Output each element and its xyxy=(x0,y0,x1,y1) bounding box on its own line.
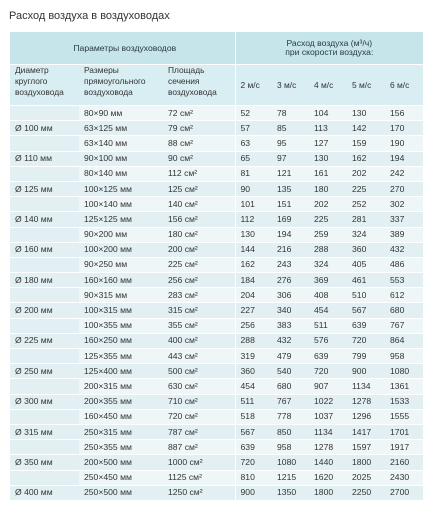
table-row xyxy=(10,470,423,485)
col-diameter-line1: Диаметр xyxy=(15,65,49,75)
cell-diameter: Ø 350 мм xyxy=(10,455,79,470)
table-row xyxy=(10,379,423,394)
cell-rect-size: 250×500 мм xyxy=(79,485,163,500)
cell-area: 443 см² xyxy=(163,349,235,364)
cell-flow-3ms: 479 xyxy=(272,349,309,364)
cell-rect-size: 200×355 мм xyxy=(79,394,163,409)
cell-diameter: Ø 100 мм xyxy=(10,121,79,136)
cell-flow-2ms: 57 xyxy=(235,121,272,136)
table-row xyxy=(10,227,423,242)
cell-flow-2ms: 63 xyxy=(235,136,272,151)
cell-area: 283 см² xyxy=(163,288,235,303)
cell-flow-6ms: 864 xyxy=(385,333,423,348)
table-row xyxy=(10,333,423,348)
col-header-speed-3: 3 м/с xyxy=(272,65,309,106)
cell-rect-size: 100×355 мм xyxy=(79,318,163,333)
cell-flow-3ms: 306 xyxy=(272,288,309,303)
cell-flow-2ms: 900 xyxy=(235,485,272,500)
cell-diameter xyxy=(10,409,79,424)
cell-flow-4ms: 324 xyxy=(309,257,347,272)
cell-flow-5ms: 639 xyxy=(347,318,385,333)
cell-diameter xyxy=(10,136,79,151)
cell-flow-4ms: 225 xyxy=(309,212,347,227)
cell-flow-3ms: 243 xyxy=(272,257,309,272)
table-row xyxy=(10,181,423,196)
table-row xyxy=(10,121,423,136)
cell-rect-size: 200×315 мм xyxy=(79,379,163,394)
cell-flow-5ms: 1597 xyxy=(347,440,385,455)
cell-rect-size: 90×250 мм xyxy=(79,257,163,272)
cell-diameter: Ø 110 мм xyxy=(10,151,79,166)
cell-rect-size: 100×200 мм xyxy=(79,242,163,257)
table-row xyxy=(10,349,423,364)
cell-diameter: Ø 400 мм xyxy=(10,485,79,500)
cell-rect-size: 63×140 мм xyxy=(79,136,163,151)
cell-flow-6ms: 958 xyxy=(385,349,423,364)
cell-flow-6ms: 302 xyxy=(385,197,423,212)
table-row xyxy=(10,151,423,166)
cell-flow-6ms: 1080 xyxy=(385,364,423,379)
cell-flow-6ms: 432 xyxy=(385,242,423,257)
cell-flow-3ms: 85 xyxy=(272,121,309,136)
table-row xyxy=(10,303,423,318)
cell-flow-6ms: 767 xyxy=(385,318,423,333)
cell-flow-3ms: 169 xyxy=(272,212,309,227)
table-row xyxy=(10,485,423,500)
col-rect-line3: воздуховода xyxy=(84,87,133,97)
cell-flow-5ms: 162 xyxy=(347,151,385,166)
cell-diameter xyxy=(10,227,79,242)
cell-flow-4ms: 180 xyxy=(309,181,347,196)
cell-diameter: Ø 200 мм xyxy=(10,303,79,318)
cell-flow-4ms: 161 xyxy=(309,166,347,181)
col-header-speed-6: 6 м/с xyxy=(385,65,423,106)
cell-flow-3ms: 135 xyxy=(272,181,309,196)
table-row xyxy=(10,197,423,212)
cell-flow-6ms: 486 xyxy=(385,257,423,272)
cell-area: 630 см² xyxy=(163,379,235,394)
cell-diameter: Ø 225 мм xyxy=(10,333,79,348)
cell-flow-2ms: 720 xyxy=(235,455,272,470)
cell-flow-5ms: 900 xyxy=(347,364,385,379)
col-diameter-line2: круглого xyxy=(15,76,48,86)
cell-flow-4ms: 1278 xyxy=(309,440,347,455)
cell-flow-4ms: 1620 xyxy=(309,470,347,485)
cell-area: 720 см² xyxy=(163,409,235,424)
cell-flow-3ms: 276 xyxy=(272,273,309,288)
cell-rect-size: 125×355 мм xyxy=(79,349,163,364)
cell-flow-4ms: 127 xyxy=(309,136,347,151)
cell-area: 400 см² xyxy=(163,333,235,348)
cell-flow-2ms: 144 xyxy=(235,242,272,257)
cell-rect-size: 90×200 мм xyxy=(79,227,163,242)
cell-flow-2ms: 518 xyxy=(235,409,272,424)
cell-flow-5ms: 360 xyxy=(347,242,385,257)
cell-flow-6ms: 1701 xyxy=(385,424,423,439)
cell-area: 710 см² xyxy=(163,394,235,409)
cell-diameter xyxy=(10,288,79,303)
cell-area: 887 см² xyxy=(163,440,235,455)
speed-group-line1: Расход воздуха (м³/ч) xyxy=(286,37,373,48)
cell-flow-3ms: 151 xyxy=(272,197,309,212)
table-row xyxy=(10,394,423,409)
table-row xyxy=(10,455,423,470)
cell-rect-size: 80×90 мм xyxy=(79,106,163,121)
cell-flow-3ms: 680 xyxy=(272,379,309,394)
cell-flow-4ms: 408 xyxy=(309,288,347,303)
cell-flow-2ms: 319 xyxy=(235,349,272,364)
col-header-speed-2: 2 м/с xyxy=(235,65,272,106)
cell-flow-4ms: 202 xyxy=(309,197,347,212)
cell-diameter xyxy=(10,379,79,394)
cell-flow-2ms: 639 xyxy=(235,440,272,455)
cell-flow-2ms: 454 xyxy=(235,379,272,394)
cell-flow-5ms: 159 xyxy=(347,136,385,151)
cell-area: 200 см² xyxy=(163,242,235,257)
cell-flow-2ms: 204 xyxy=(235,288,272,303)
cell-area: 787 см² xyxy=(163,424,235,439)
cell-flow-5ms: 130 xyxy=(347,106,385,121)
cell-area: 112 см² xyxy=(163,166,235,181)
table-row xyxy=(10,273,423,288)
table-row xyxy=(10,424,423,439)
cell-flow-3ms: 97 xyxy=(272,151,309,166)
cell-flow-5ms: 324 xyxy=(347,227,385,242)
page-title: Расход воздуха в воздуховодах xyxy=(9,10,170,22)
cell-flow-2ms: 65 xyxy=(235,151,272,166)
cell-area: 225 см² xyxy=(163,257,235,272)
col-area-line1: Площадь xyxy=(168,65,205,75)
cell-flow-3ms: 121 xyxy=(272,166,309,181)
cell-flow-6ms: 270 xyxy=(385,181,423,196)
cell-flow-5ms: 1296 xyxy=(347,409,385,424)
cell-flow-4ms: 1037 xyxy=(309,409,347,424)
cell-flow-6ms: 194 xyxy=(385,151,423,166)
cell-flow-3ms: 778 xyxy=(272,409,309,424)
cell-flow-6ms: 242 xyxy=(385,166,423,181)
cell-area: 315 см² xyxy=(163,303,235,318)
cell-flow-5ms: 567 xyxy=(347,303,385,318)
cell-area: 355 см² xyxy=(163,318,235,333)
cell-flow-6ms: 1555 xyxy=(385,409,423,424)
cell-flow-3ms: 1350 xyxy=(272,485,309,500)
col-header-area xyxy=(163,65,235,106)
cell-rect-size: 250×450 мм xyxy=(79,470,163,485)
cell-flow-4ms: 1800 xyxy=(309,485,347,500)
cell-flow-6ms: 680 xyxy=(385,303,423,318)
cell-flow-5ms: 720 xyxy=(347,333,385,348)
table-row xyxy=(10,409,423,424)
cell-flow-2ms: 184 xyxy=(235,273,272,288)
cell-diameter: Ø 315 мм xyxy=(10,424,79,439)
cell-flow-4ms: 1440 xyxy=(309,455,347,470)
cell-flow-2ms: 810 xyxy=(235,470,272,485)
cell-flow-5ms: 461 xyxy=(347,273,385,288)
cell-flow-5ms: 1800 xyxy=(347,455,385,470)
cell-area: 256 см² xyxy=(163,273,235,288)
cell-area: 90 см² xyxy=(163,151,235,166)
cell-flow-2ms: 81 xyxy=(235,166,272,181)
col-rect-line2: прямоугольного xyxy=(84,76,146,86)
cell-rect-size: 160×250 мм xyxy=(79,333,163,348)
cell-rect-size: 63×125 мм xyxy=(79,121,163,136)
cell-area: 72 см² xyxy=(163,106,235,121)
cell-flow-6ms: 156 xyxy=(385,106,423,121)
cell-flow-3ms: 958 xyxy=(272,440,309,455)
params-group-header: Параметры воздуховодов xyxy=(10,32,235,65)
speed-group-line2: при скорости воздуха: xyxy=(285,47,374,57)
cell-flow-6ms: 170 xyxy=(385,121,423,136)
cell-flow-4ms: 511 xyxy=(309,318,347,333)
cell-flow-6ms: 2160 xyxy=(385,455,423,470)
cell-area: 88 см² xyxy=(163,136,235,151)
cell-flow-4ms: 288 xyxy=(309,242,347,257)
cell-diameter xyxy=(10,166,79,181)
cell-diameter: Ø 180 мм xyxy=(10,273,79,288)
cell-flow-3ms: 1080 xyxy=(272,455,309,470)
cell-flow-5ms: 281 xyxy=(347,212,385,227)
cell-rect-size: 125×400 мм xyxy=(79,364,163,379)
cell-rect-size: 200×500 мм xyxy=(79,455,163,470)
cell-diameter: Ø 140 мм xyxy=(10,212,79,227)
cell-diameter xyxy=(10,318,79,333)
cell-flow-2ms: 567 xyxy=(235,424,272,439)
cell-diameter xyxy=(10,440,79,455)
cell-diameter xyxy=(10,257,79,272)
cell-flow-2ms: 52 xyxy=(235,106,272,121)
cell-diameter xyxy=(10,106,79,121)
cell-flow-3ms: 432 xyxy=(272,333,309,348)
cell-flow-3ms: 540 xyxy=(272,364,309,379)
table-row xyxy=(10,106,423,121)
table-body xyxy=(10,106,423,501)
col-header-speed-4: 4 м/с xyxy=(309,65,347,106)
header-columns-row xyxy=(10,65,423,106)
cell-flow-4ms: 907 xyxy=(309,379,347,394)
cell-flow-6ms: 1361 xyxy=(385,379,423,394)
cell-flow-3ms: 767 xyxy=(272,394,309,409)
col-diameter-line3: воздуховода xyxy=(15,87,64,97)
cell-flow-5ms: 510 xyxy=(347,288,385,303)
cell-flow-6ms: 337 xyxy=(385,212,423,227)
cell-flow-3ms: 340 xyxy=(272,303,309,318)
cell-flow-2ms: 130 xyxy=(235,227,272,242)
cell-flow-5ms: 225 xyxy=(347,181,385,196)
cell-flow-4ms: 454 xyxy=(309,303,347,318)
cell-diameter: Ø 160 мм xyxy=(10,242,79,257)
cell-diameter: Ø 125 мм xyxy=(10,181,79,196)
cell-flow-6ms: 553 xyxy=(385,273,423,288)
cell-flow-3ms: 1215 xyxy=(272,470,309,485)
cell-flow-4ms: 113 xyxy=(309,121,347,136)
col-header-speed-5: 5 м/с xyxy=(347,65,385,106)
cell-flow-3ms: 194 xyxy=(272,227,309,242)
cell-diameter xyxy=(10,470,79,485)
cell-flow-2ms: 101 xyxy=(235,197,272,212)
cell-flow-4ms: 259 xyxy=(309,227,347,242)
cell-rect-size: 90×315 мм xyxy=(79,288,163,303)
cell-flow-4ms: 130 xyxy=(309,151,347,166)
col-area-line3: воздуховода xyxy=(168,87,217,97)
cell-area: 140 см² xyxy=(163,197,235,212)
cell-flow-2ms: 227 xyxy=(235,303,272,318)
col-header-diameter xyxy=(10,65,79,106)
cell-diameter xyxy=(10,197,79,212)
cell-flow-2ms: 256 xyxy=(235,318,272,333)
cell-flow-2ms: 360 xyxy=(235,364,272,379)
cell-area: 1250 см² xyxy=(163,485,235,500)
cell-flow-6ms: 612 xyxy=(385,288,423,303)
cell-rect-size: 125×125 мм xyxy=(79,212,163,227)
cell-flow-4ms: 720 xyxy=(309,364,347,379)
cell-flow-2ms: 162 xyxy=(235,257,272,272)
cell-flow-6ms: 389 xyxy=(385,227,423,242)
header-group-row xyxy=(10,32,423,65)
cell-rect-size: 90×100 мм xyxy=(79,151,163,166)
cell-area: 79 см² xyxy=(163,121,235,136)
cell-flow-5ms: 142 xyxy=(347,121,385,136)
cell-rect-size: 160×160 мм xyxy=(79,273,163,288)
cell-flow-3ms: 216 xyxy=(272,242,309,257)
cell-flow-4ms: 369 xyxy=(309,273,347,288)
cell-flow-2ms: 90 xyxy=(235,181,272,196)
cell-flow-5ms: 1278 xyxy=(347,394,385,409)
cell-area: 500 см² xyxy=(163,364,235,379)
cell-rect-size: 100×140 мм xyxy=(79,197,163,212)
table-row xyxy=(10,257,423,272)
table-row xyxy=(10,364,423,379)
cell-rect-size: 250×355 мм xyxy=(79,440,163,455)
cell-area: 180 см² xyxy=(163,227,235,242)
cell-flow-5ms: 799 xyxy=(347,349,385,364)
cell-flow-3ms: 850 xyxy=(272,424,309,439)
table-row xyxy=(10,440,423,455)
cell-flow-6ms: 2430 xyxy=(385,470,423,485)
table-row xyxy=(10,288,423,303)
cell-flow-5ms: 202 xyxy=(347,166,385,181)
cell-flow-6ms: 2700 xyxy=(385,485,423,500)
table-row xyxy=(10,242,423,257)
col-rect-line1: Размеры xyxy=(84,65,119,75)
cell-diameter: Ø 250 мм xyxy=(10,364,79,379)
cell-flow-5ms: 1417 xyxy=(347,424,385,439)
cell-flow-5ms: 2025 xyxy=(347,470,385,485)
cell-rect-size: 100×125 мм xyxy=(79,181,163,196)
cell-rect-size: 160×450 мм xyxy=(79,409,163,424)
cell-flow-5ms: 1134 xyxy=(347,379,385,394)
cell-area: 1125 см² xyxy=(163,470,235,485)
table-row xyxy=(10,136,423,151)
cell-rect-size: 100×315 мм xyxy=(79,303,163,318)
cell-flow-6ms: 1917 xyxy=(385,440,423,455)
cell-flow-4ms: 104 xyxy=(309,106,347,121)
cell-flow-4ms: 1022 xyxy=(309,394,347,409)
table-row xyxy=(10,166,423,181)
airflow-table xyxy=(10,32,423,501)
table-row xyxy=(10,212,423,227)
cell-flow-5ms: 252 xyxy=(347,197,385,212)
cell-flow-2ms: 112 xyxy=(235,212,272,227)
cell-flow-2ms: 511 xyxy=(235,394,272,409)
cell-flow-4ms: 639 xyxy=(309,349,347,364)
col-header-rect-size xyxy=(79,65,163,106)
cell-flow-3ms: 78 xyxy=(272,106,309,121)
cell-area: 1000 см² xyxy=(163,455,235,470)
cell-flow-4ms: 576 xyxy=(309,333,347,348)
cell-diameter: Ø 300 мм xyxy=(10,394,79,409)
cell-flow-6ms: 190 xyxy=(385,136,423,151)
speed-group-header xyxy=(235,32,423,65)
cell-flow-3ms: 95 xyxy=(272,136,309,151)
cell-flow-4ms: 1134 xyxy=(309,424,347,439)
cell-flow-3ms: 383 xyxy=(272,318,309,333)
cell-flow-5ms: 405 xyxy=(347,257,385,272)
cell-diameter xyxy=(10,349,79,364)
cell-flow-2ms: 288 xyxy=(235,333,272,348)
cell-flow-5ms: 2250 xyxy=(347,485,385,500)
col-area-line2: сечения xyxy=(168,76,200,86)
cell-rect-size: 250×315 мм xyxy=(79,424,163,439)
cell-flow-6ms: 1533 xyxy=(385,394,423,409)
cell-rect-size: 80×140 мм xyxy=(79,166,163,181)
cell-area: 156 см² xyxy=(163,212,235,227)
table-row xyxy=(10,318,423,333)
cell-area: 125 см² xyxy=(163,181,235,196)
